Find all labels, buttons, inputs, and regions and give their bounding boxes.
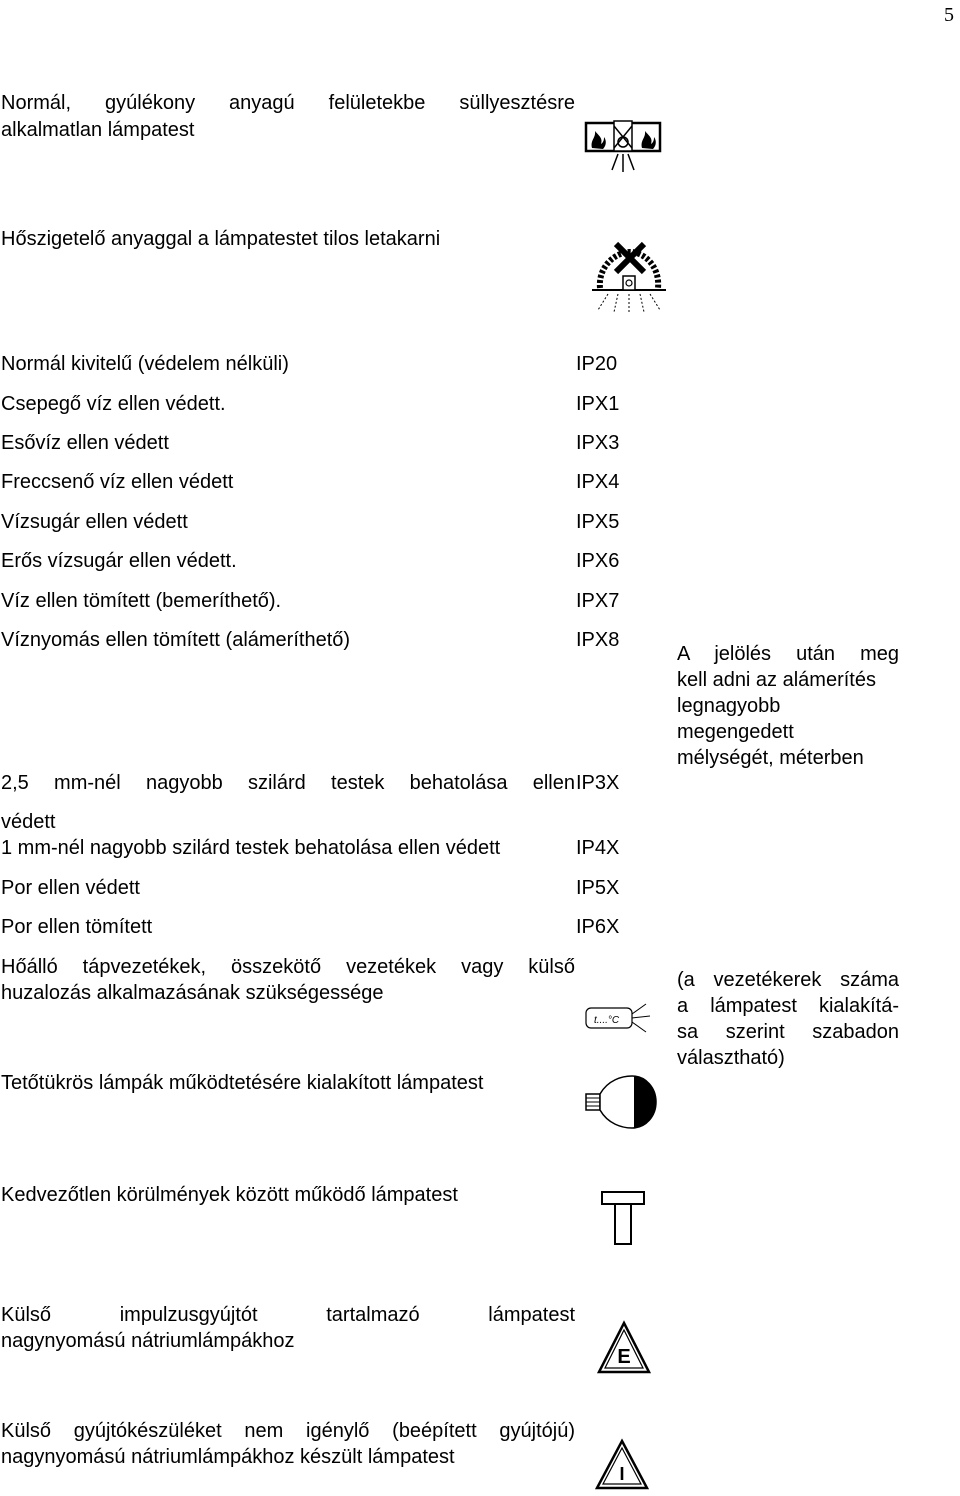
wires-note-line3: sa szerint szabadon xyxy=(677,1021,899,1043)
rough-service-icon xyxy=(600,1190,646,1248)
protection-label-ip20: Normál kivitelű (védelem nélküli) xyxy=(1,353,289,375)
no-ignitor-text-line2: nagynyomású nátriumlámpákhoz készült lámpatest xyxy=(1,1446,455,1468)
external-ignitor-icon xyxy=(596,1320,652,1376)
dust-tight-text: Por ellen tömített xyxy=(1,916,153,938)
protection-label-ipx4: Freccsenő víz ellen védett xyxy=(1,471,234,493)
ipx8-note-line1: A jelölés után meg xyxy=(677,643,899,665)
rough-service-text: Kedvezőtlen körülmények között működő lámpatest xyxy=(1,1184,458,1206)
protection-code-ipx7: IPX7 xyxy=(576,590,620,612)
ipx8-note-line2: kell adni az alámerítés xyxy=(677,669,876,691)
flammable-surface-text-line1: Normál, gyúlékony anyagú felületekbe süllyesztésre xyxy=(1,92,575,114)
solid-25-text-line2: védett xyxy=(1,811,56,833)
protection-code-ipx4: IPX4 xyxy=(576,471,620,493)
flammable-surface-text-line2: alkalmatlan lámpatest xyxy=(1,119,195,141)
ipx8-note-line5: mélységét, méterben xyxy=(677,747,864,769)
internal-ignitor-icon xyxy=(594,1438,650,1492)
internal-ignitor-icon-text: I xyxy=(619,1464,625,1484)
flammable-surface-icon xyxy=(584,118,662,174)
dust-tight-code: IP6X xyxy=(576,916,620,938)
protection-label-ipx3: Esővíz ellen védett xyxy=(1,432,169,454)
heat-wires-text-line2: huzalozás alkalmazásának szükségessége xyxy=(1,982,384,1004)
heat-wires-text-line1: Hőálló tápvezetékek, összekötő vezetékek vagy külső xyxy=(1,956,575,978)
protection-label-ipx8: Víznyomás ellen tömített (alámeríthető) xyxy=(1,629,351,651)
protection-code-ipx6: IPX6 xyxy=(576,550,620,572)
protection-label-ipx1: Csepegő víz ellen védett. xyxy=(1,393,226,415)
heat-resistant-wire-icon xyxy=(584,996,654,1040)
dust-protected-code: IP5X xyxy=(576,877,620,899)
protection-code-ipx8: IPX8 xyxy=(576,629,620,651)
protection-label-ipx5: Vízsugár ellen védett xyxy=(1,511,188,533)
protection-label-ipx7: Víz ellen tömített (bemeríthető). xyxy=(1,590,282,612)
ext-ignitor-text-line1: Külső impulzusgyújtót tartalmazó lámpatest xyxy=(1,1304,575,1326)
no-ignitor-text-line1: Külső gyújtókészüléket nem igénylő (beépített gyújtójú) xyxy=(1,1420,575,1442)
solid-25-text-line1: 2,5 mm-nél nagyobb szilárd testek behatolása ellen xyxy=(1,772,575,794)
crown-mirror-lamp-icon xyxy=(582,1074,658,1130)
solid-25-code: IP3X xyxy=(576,772,620,794)
wires-note-line2: a lámpatest kialakítá- xyxy=(677,995,899,1017)
ipx8-note-line3: legnagyobb xyxy=(677,695,781,717)
heat-resistant-wire-icon-text: t....°C xyxy=(594,1015,620,1026)
wires-note-line4: választható) xyxy=(677,1047,785,1069)
solid-1-text: 1 mm-nél nagyobb szilárd testek behatolása ellen védett xyxy=(1,837,501,859)
ipx8-note-line4: megengedett xyxy=(677,721,794,743)
wires-note-line1: (a vezetékerek száma xyxy=(677,969,899,991)
page-number: 5 xyxy=(944,4,954,26)
insulation-text: Hőszigetelő anyaggal a lámpatestet tilos letakarni xyxy=(1,228,441,250)
dust-protected-text: Por ellen védett xyxy=(1,877,140,899)
protection-label-ipx6: Erős vízsugár ellen védett. xyxy=(1,550,237,572)
no-cover-insulation-icon xyxy=(588,238,670,314)
protection-code-ipx5: IPX5 xyxy=(576,511,620,533)
external-ignitor-icon-text: E xyxy=(617,1346,631,1368)
protection-code-ipx3: IPX3 xyxy=(576,432,620,454)
reflector-text: Tetőtükrös lámpák működtetésére kialakított lámpatest xyxy=(1,1072,484,1094)
protection-code-ip20: IP20 xyxy=(576,353,618,375)
solid-1-code: IP4X xyxy=(576,837,620,859)
protection-code-ipx1: IPX1 xyxy=(576,393,620,415)
ext-ignitor-text-line2: nagynyomású nátriumlámpákhoz xyxy=(1,1330,295,1352)
